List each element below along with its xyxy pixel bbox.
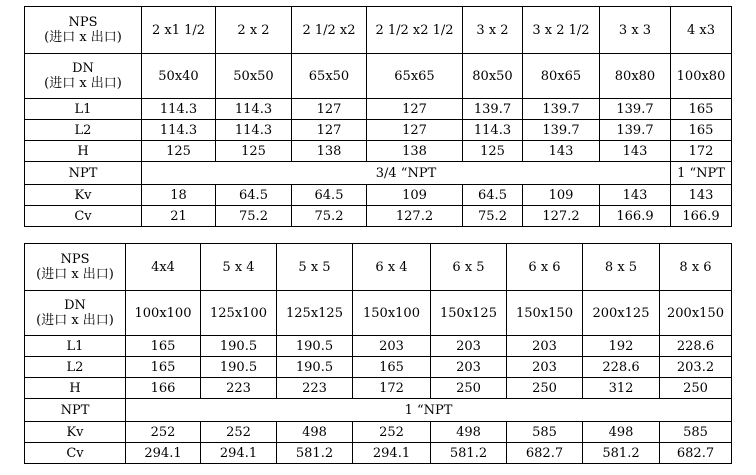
- kv-cell: 252: [201, 422, 277, 443]
- dn-label: DN: [72, 61, 94, 76]
- kv-cell: 64.5: [463, 185, 523, 206]
- kv-cell: 498: [431, 422, 507, 443]
- l2-cell: 127: [292, 120, 367, 141]
- h-cell: 125: [142, 141, 216, 162]
- h-cell: 223: [201, 378, 277, 399]
- nps-header: [25, 244, 126, 291]
- cv-cell: 75.2: [463, 206, 523, 227]
- l1-row: [25, 99, 732, 120]
- cv-row: [25, 443, 732, 464]
- kv-cell: 109: [523, 185, 600, 206]
- nps-cell: 2 x 2: [216, 7, 292, 54]
- l2-row: [25, 120, 732, 141]
- l1-cell: 190.5: [201, 336, 277, 357]
- kv-cell: 498: [583, 422, 660, 443]
- nps-label: NPS: [60, 252, 90, 267]
- kv-cell: 143: [600, 185, 671, 206]
- cv-cell: 75.2: [292, 206, 367, 227]
- cv-cell: 166.9: [600, 206, 671, 227]
- nps-cell: 6 x 5: [431, 244, 507, 291]
- l2-cell: 203: [507, 357, 583, 378]
- l2-header: L2: [25, 357, 126, 378]
- h-cell: 250: [507, 378, 583, 399]
- nps-cell: 4x4: [126, 244, 201, 291]
- l1-cell: 139.7: [523, 99, 600, 120]
- dn-cell: 125x125: [277, 291, 353, 336]
- l2-cell: 165: [126, 357, 201, 378]
- l1-header: L1: [25, 336, 126, 357]
- l1-header: L1: [25, 99, 142, 120]
- nps-sublabel: (进口 x 出口): [36, 267, 114, 282]
- kv-cell: 64.5: [292, 185, 367, 206]
- dn-cell: 100x100: [126, 291, 201, 336]
- dn-cell: 200x125: [583, 291, 660, 336]
- kv-cell: 252: [353, 422, 431, 443]
- h-cell: 138: [292, 141, 367, 162]
- h-cell: 138: [367, 141, 463, 162]
- cv-cell: 581.2: [583, 443, 660, 464]
- cv-header: Cv: [25, 206, 142, 227]
- nps-cell: 2 x1 1/2: [142, 7, 216, 54]
- npt-header: NPT: [25, 399, 126, 422]
- h-cell: 166: [126, 378, 201, 399]
- nps-cell: 8 x 5: [583, 244, 660, 291]
- h-cell: 125: [216, 141, 292, 162]
- h-cell: 172: [671, 141, 732, 162]
- nps-cell: 6 x 4: [353, 244, 431, 291]
- cv-cell: 75.2: [216, 206, 292, 227]
- h-cell: 250: [431, 378, 507, 399]
- l1-cell: 114.3: [142, 99, 216, 120]
- l2-row: [25, 357, 732, 378]
- cv-cell: 166.9: [671, 206, 732, 227]
- h-header: H: [25, 378, 126, 399]
- dn-cell: 80x80: [600, 54, 671, 99]
- dn-cell: 150x100: [353, 291, 431, 336]
- l2-cell: 228.6: [583, 357, 660, 378]
- l2-cell: 165: [353, 357, 431, 378]
- nps-cell: 5 x 4: [201, 244, 277, 291]
- l2-header: L2: [25, 120, 142, 141]
- nps-cell: 4 x3: [671, 7, 732, 54]
- l1-cell: 139.7: [463, 99, 523, 120]
- kv-header: Kv: [25, 185, 142, 206]
- nps-cell: 6 x 6: [507, 244, 583, 291]
- dn-row: [25, 291, 732, 336]
- l2-cell: 127: [367, 120, 463, 141]
- dn-sublabel: (进口 x 出口): [44, 76, 122, 91]
- l1-cell: 192: [583, 336, 660, 357]
- nps-cell: 8 x 6: [660, 244, 732, 291]
- kv-header: Kv: [25, 422, 126, 443]
- nps-cell: 2 1/2 x2: [292, 7, 367, 54]
- kv-cell: 18: [142, 185, 216, 206]
- l2-cell: 165: [671, 120, 732, 141]
- nps-cell: 3 x 2: [463, 7, 523, 54]
- cv-cell: 682.7: [660, 443, 732, 464]
- cv-cell: 127.2: [523, 206, 600, 227]
- spec-table-1: [24, 6, 732, 227]
- dn-cell: 150x125: [431, 291, 507, 336]
- l2-cell: 114.3: [463, 120, 523, 141]
- l1-cell: 114.3: [216, 99, 292, 120]
- nps-cell: 3 x 3: [600, 7, 671, 54]
- h-cell: 143: [600, 141, 671, 162]
- l1-cell: 127: [367, 99, 463, 120]
- npt-header: NPT: [25, 162, 142, 185]
- nps-sublabel: (进口 x 出口): [44, 30, 122, 45]
- l2-cell: 114.3: [142, 120, 216, 141]
- l1-row: [25, 336, 732, 357]
- cv-cell: 127.2: [367, 206, 463, 227]
- kv-cell: 143: [671, 185, 732, 206]
- nps-label: NPS: [68, 15, 98, 30]
- cv-cell: 682.7: [507, 443, 583, 464]
- l2-cell: 139.7: [600, 120, 671, 141]
- cv-cell: 294.1: [126, 443, 201, 464]
- kv-cell: 252: [126, 422, 201, 443]
- dn-cell: 200x150: [660, 291, 732, 336]
- h-row: [25, 378, 732, 399]
- cv-cell: 581.2: [431, 443, 507, 464]
- h-cell: 143: [523, 141, 600, 162]
- nps-cell: 5 x 5: [277, 244, 353, 291]
- h-row: [25, 141, 732, 162]
- dn-header: [25, 54, 142, 99]
- l2-cell: 203: [431, 357, 507, 378]
- npt-value-3-4: 3/4 “NPT: [142, 162, 671, 185]
- l1-cell: 165: [671, 99, 732, 120]
- h-cell: 223: [277, 378, 353, 399]
- nps-row: [25, 7, 732, 54]
- dn-cell: 100x80: [671, 54, 732, 99]
- kv-row: [25, 422, 732, 443]
- npt-row: [25, 162, 732, 185]
- dn-cell: 50x40: [142, 54, 216, 99]
- dn-cell: 80x65: [523, 54, 600, 99]
- dn-cell: 50x50: [216, 54, 292, 99]
- cv-cell: 294.1: [201, 443, 277, 464]
- dn-label: DN: [64, 298, 86, 313]
- h-header: H: [25, 141, 142, 162]
- l2-cell: 190.5: [201, 357, 277, 378]
- kv-cell: 64.5: [216, 185, 292, 206]
- l2-cell: 190.5: [277, 357, 353, 378]
- cv-row: [25, 206, 732, 227]
- l1-cell: 203: [507, 336, 583, 357]
- dn-row: [25, 54, 732, 99]
- kv-cell: 109: [367, 185, 463, 206]
- l1-cell: 203: [431, 336, 507, 357]
- npt-row: [25, 399, 732, 422]
- nps-header: [25, 7, 142, 54]
- l1-cell: 190.5: [277, 336, 353, 357]
- nps-cell: 3 x 2 1/2: [523, 7, 600, 54]
- dn-header: [25, 291, 126, 336]
- h-cell: 312: [583, 378, 660, 399]
- l2-cell: 139.7: [523, 120, 600, 141]
- dn-cell: 80x50: [463, 54, 523, 99]
- cv-cell: 581.2: [277, 443, 353, 464]
- l1-cell: 127: [292, 99, 367, 120]
- h-cell: 250: [660, 378, 732, 399]
- dn-cell: 65x50: [292, 54, 367, 99]
- dn-cell: 150x150: [507, 291, 583, 336]
- kv-cell: 585: [507, 422, 583, 443]
- cv-header: Cv: [25, 443, 126, 464]
- l2-cell: 203.2: [660, 357, 732, 378]
- kv-cell: 498: [277, 422, 353, 443]
- nps-cell: 2 1/2 x2 1/2: [367, 7, 463, 54]
- cv-cell: 294.1: [353, 443, 431, 464]
- nps-row: [25, 244, 732, 291]
- h-cell: 172: [353, 378, 431, 399]
- npt-value-1: 1 “NPT: [671, 162, 732, 185]
- dn-cell: 65x65: [367, 54, 463, 99]
- dn-cell: 125x100: [201, 291, 277, 336]
- kv-cell: 585: [660, 422, 732, 443]
- l1-cell: 165: [126, 336, 201, 357]
- spec-table-2: [24, 243, 732, 464]
- npt-value: 1 “NPT: [126, 399, 732, 422]
- l1-cell: 203: [353, 336, 431, 357]
- l1-cell: 228.6: [660, 336, 732, 357]
- dn-sublabel: (进口 x 出口): [36, 313, 114, 328]
- l1-cell: 139.7: [600, 99, 671, 120]
- cv-cell: 21: [142, 206, 216, 227]
- l2-cell: 114.3: [216, 120, 292, 141]
- kv-row: [25, 185, 732, 206]
- h-cell: 125: [463, 141, 523, 162]
